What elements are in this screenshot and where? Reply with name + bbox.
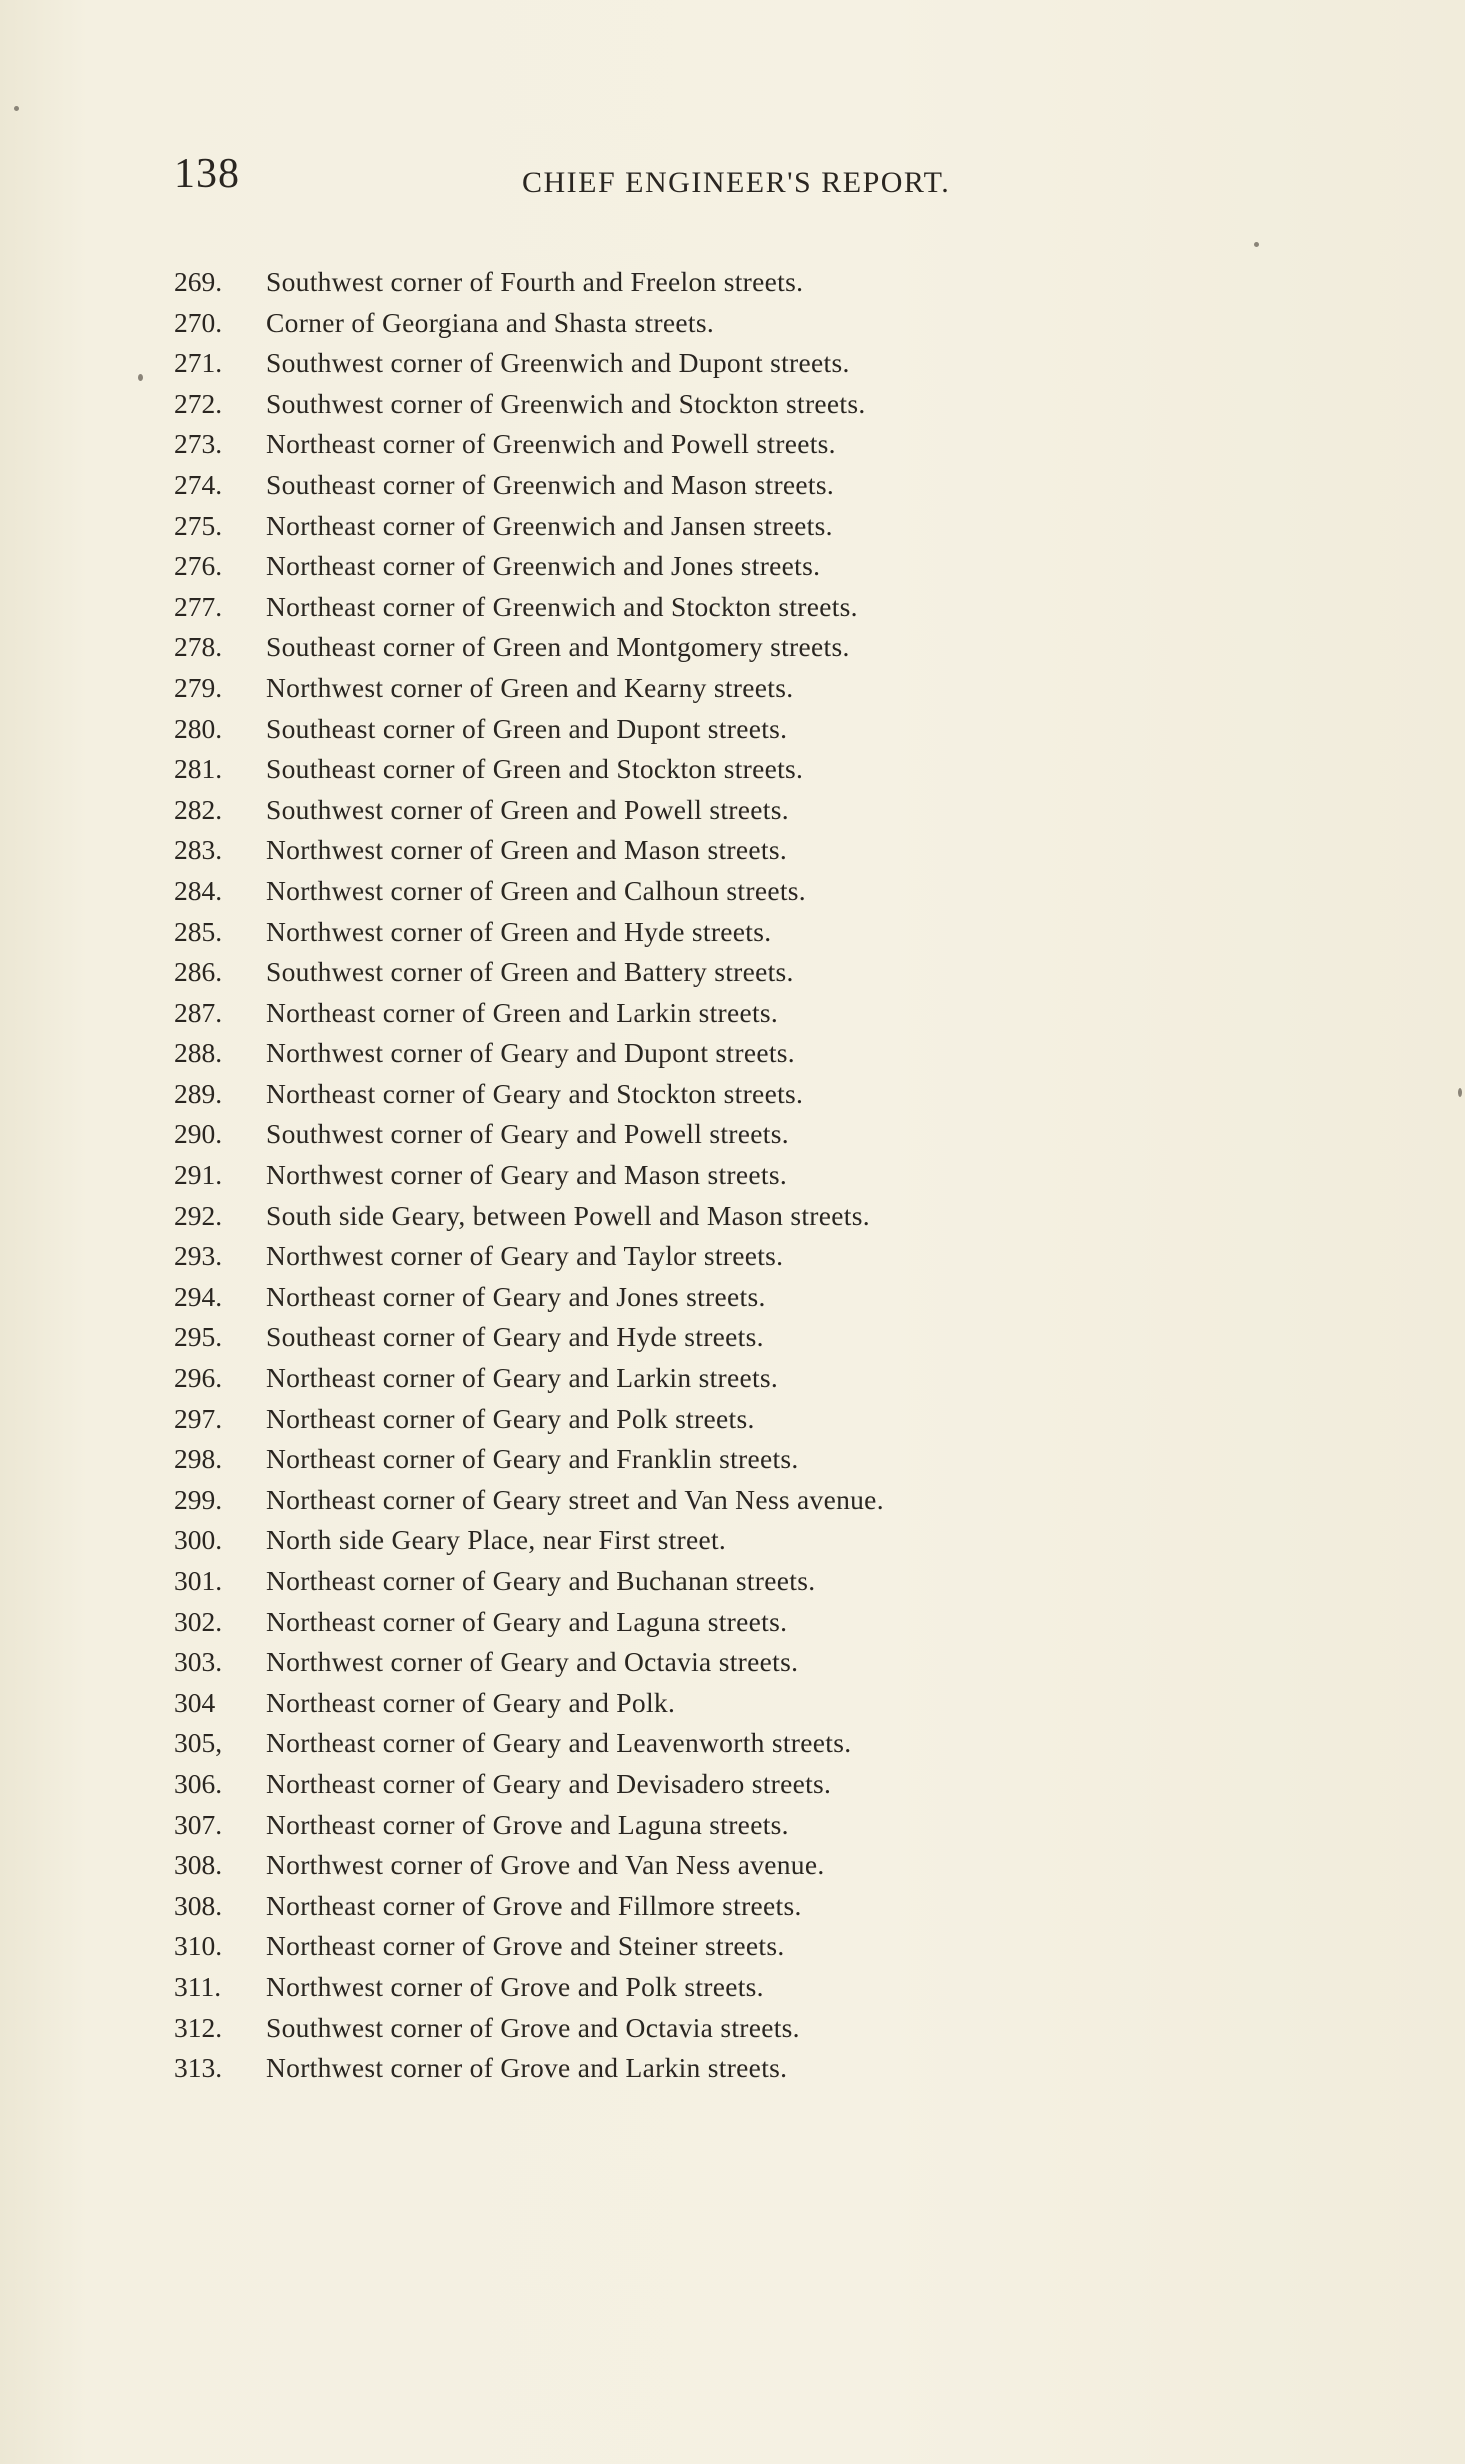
entry-location: Southeast corner of Greenwich and Mason streets. [266,468,835,500]
list-item [174,709,1174,750]
list-item [174,1723,1174,1764]
entry-number: 304 [174,1686,216,1718]
entry-number: 297. [174,1402,223,1434]
entry-location: Northwest corner of Grove and Polk streets. [266,1970,764,2002]
list-item [174,1642,1174,1683]
list-item [174,587,1174,628]
list-item [174,1277,1174,1318]
running-head: CHIEF ENGINEER'S REPORT. [522,166,951,199]
list-item [174,303,1174,344]
page-number: 138 [174,151,240,197]
entry-number: 301. [174,1565,223,1596]
entry-number: 295. [174,1321,223,1353]
list-item [174,1439,1174,1480]
list-item [174,1520,1174,1561]
paper-speck [1458,1088,1462,1097]
entry-number: 290. [174,1118,223,1150]
entry-location: Northeast corner of Geary and Franklin streets. [266,1443,799,1475]
list-item [174,1317,1174,1358]
list-item [174,1926,1174,1967]
entry-location: Northwest corner of Geary and Mason streets. [266,1159,788,1191]
list-item [174,1399,1174,1440]
list-item [174,506,1174,547]
entry-number: 277. [174,590,223,622]
entry-number: 269. [174,266,223,297]
list-item [174,1155,1174,1196]
entry-location: Northeast corner of Geary and Leavenworth streets. [266,1727,852,1759]
list-item [174,1358,1174,1399]
list-item [174,912,1174,953]
list-item [174,1074,1174,1115]
entry-location: Northeast corner of Geary and Polk streets. [266,1402,755,1434]
entry-number: 286. [174,956,223,988]
list-item [174,1236,1174,1277]
entry-number: 283. [174,834,223,866]
list-item [174,384,1174,425]
list-item [174,1967,1174,2008]
entry-location: Northwest corner of Geary and Octavia streets. [266,1646,799,1678]
entry-location: North side Geary Place, near First street. [266,1524,727,1556]
entry-location: Corner of Georgiana and Shasta streets. [266,306,715,338]
list-item [174,668,1174,709]
entry-location: Northeast corner of Grove and Fillmore streets. [266,1889,802,1921]
entry-location: Northwest corner of Geary and Taylor streets. [266,1240,784,1272]
entry-number: 276. [174,550,223,582]
entry-number: 292. [174,1199,223,1231]
list-item [174,871,1174,912]
entry-location: Southeast corner of Geary and Hyde streets. [266,1321,764,1353]
entry-number: 280. [174,712,223,744]
entry-number: 273. [174,428,223,460]
entry-number: 279. [174,671,223,703]
entry-location: Northwest corner of Green and Kearny streets. [266,671,794,703]
list-item [174,1886,1174,1927]
entry-location: Southeast corner of Green and Montgomery streets. [266,631,850,663]
entry-location: Southwest corner of Greenwich and Dupont streets. [266,347,850,379]
entry-number: 311. [174,1970,222,2002]
entry-location: Northwest corner of Green and Hyde streets. [266,915,772,947]
list-item [174,465,1174,506]
entry-number: 289. [174,1077,223,1109]
entry-location: Northeast corner of Geary and Larkin streets. [266,1362,779,1394]
list-item [174,1480,1174,1521]
entry-number: 296. [174,1362,223,1394]
entry-number: 312. [174,2011,223,2043]
entry-location: Northwest corner of Green and Mason streets. [266,834,788,866]
entry-number: 282. [174,793,223,825]
list-item [174,1561,1174,1602]
list-item [174,1845,1174,1886]
list-item [174,749,1174,790]
list-item [174,424,1174,465]
entry-number: 310. [174,1930,223,1962]
entry-number: 306. [174,1767,223,1799]
page-header [174,150,1054,210]
entry-number: 293. [174,1240,223,1272]
entry-number: 313. [174,2052,223,2084]
paper-speck [1254,242,1259,247]
entry-location: Southwest corner of Grove and Octavia streets. [266,2011,800,2043]
list-item [174,830,1174,871]
entry-location: Southwest corner of Green and Battery streets. [266,956,794,988]
list-item [174,546,1174,587]
entry-location: Northeast corner of Greenwich and Powell streets. [266,428,836,460]
list-item [174,1805,1174,1846]
entry-location: Northeast corner of Green and Larkin streets. [266,996,779,1028]
entry-number: 307. [174,1808,223,1840]
entry-number: 274. [174,468,223,500]
list-item [174,993,1174,1034]
entry-location: Northeast corner of Geary and Laguna streets. [266,1605,788,1637]
list-item [174,1196,1174,1237]
entry-number: 281. [174,753,223,785]
entry-number: 298. [174,1443,223,1475]
entry-number: 308. [174,1889,223,1921]
list-item [174,262,1174,303]
entry-location: Northwest corner of Green and Calhoun streets. [266,874,806,906]
entry-location: Southwest corner of Geary and Powell streets. [266,1118,789,1150]
list-item [174,2048,1174,2089]
list-item [174,790,1174,831]
entry-location: Northeast corner of Geary and Jones streets. [266,1280,766,1312]
entry-location: Northeast corner of Geary and Buchanan streets. [266,1565,816,1596]
entry-location: Northwest corner of Grove and Van Ness avenue. [266,1849,825,1881]
entry-location: Northeast corner of Geary street and Van Ness avenue. [266,1483,884,1515]
entry-location: Southeast corner of Green and Stockton streets. [266,753,804,785]
list-item [174,1114,1174,1155]
entry-location: South side Geary, between Powell and Mason streets. [266,1199,870,1231]
entry-number: 288. [174,1037,223,1069]
entry-location: Northwest corner of Grove and Larkin streets. [266,2052,788,2084]
entry-location: Northeast corner of Grove and Laguna streets. [266,1808,789,1840]
entry-number: 287. [174,996,223,1028]
entry-location: Northwest corner of Geary and Dupont streets. [266,1037,795,1069]
entry-number: 308. [174,1849,223,1881]
list-item [174,627,1174,668]
entry-location: Southwest corner of Greenwich and Stockton streets. [266,387,866,419]
entry-number: 272. [174,387,223,419]
list-item [174,1764,1174,1805]
entry-number: 299. [174,1483,223,1515]
entry-number: 305, [174,1727,223,1759]
entry-number: 284. [174,874,223,906]
entry-location: Southwest corner of Green and Powell streets. [266,793,789,825]
paper-speck [14,106,19,111]
entry-location: Northeast corner of Greenwich and Stockton streets. [266,590,858,622]
entry-number: 302. [174,1605,223,1637]
entry-number: 300. [174,1524,223,1556]
list-item [174,2008,1174,2049]
entry-location: Southeast corner of Green and Dupont streets. [266,712,788,744]
entry-location: Northeast corner of Geary and Stockton streets. [266,1077,804,1109]
entry-location: Northeast corner of Grove and Steiner streets. [266,1930,785,1962]
list-item [174,952,1174,993]
list-item [174,343,1174,384]
entry-number: 303. [174,1646,223,1678]
entry-location: Northeast corner of Greenwich and Jansen streets. [266,509,833,541]
entry-number: 270. [174,306,223,338]
entry-number: 285. [174,915,223,947]
paper-speck [138,374,143,381]
entry-number: 275. [174,509,223,541]
entry-number: 271. [174,347,223,379]
entry-number: 294. [174,1280,223,1312]
entry-location: Northeast corner of Geary and Polk. [266,1686,676,1718]
entry-number: 278. [174,631,223,663]
entry-number: 291. [174,1159,223,1191]
entry-location: Southwest corner of Fourth and Freelon streets. [266,266,804,297]
list-item [174,1683,1174,1724]
entry-location: Northeast corner of Geary and Devisadero streets. [266,1767,832,1799]
list-item [174,1602,1174,1643]
entry-location: Northeast corner of Greenwich and Jones streets. [266,550,821,582]
list-item [174,1033,1174,1074]
hydrant-location-list [174,262,1174,2089]
